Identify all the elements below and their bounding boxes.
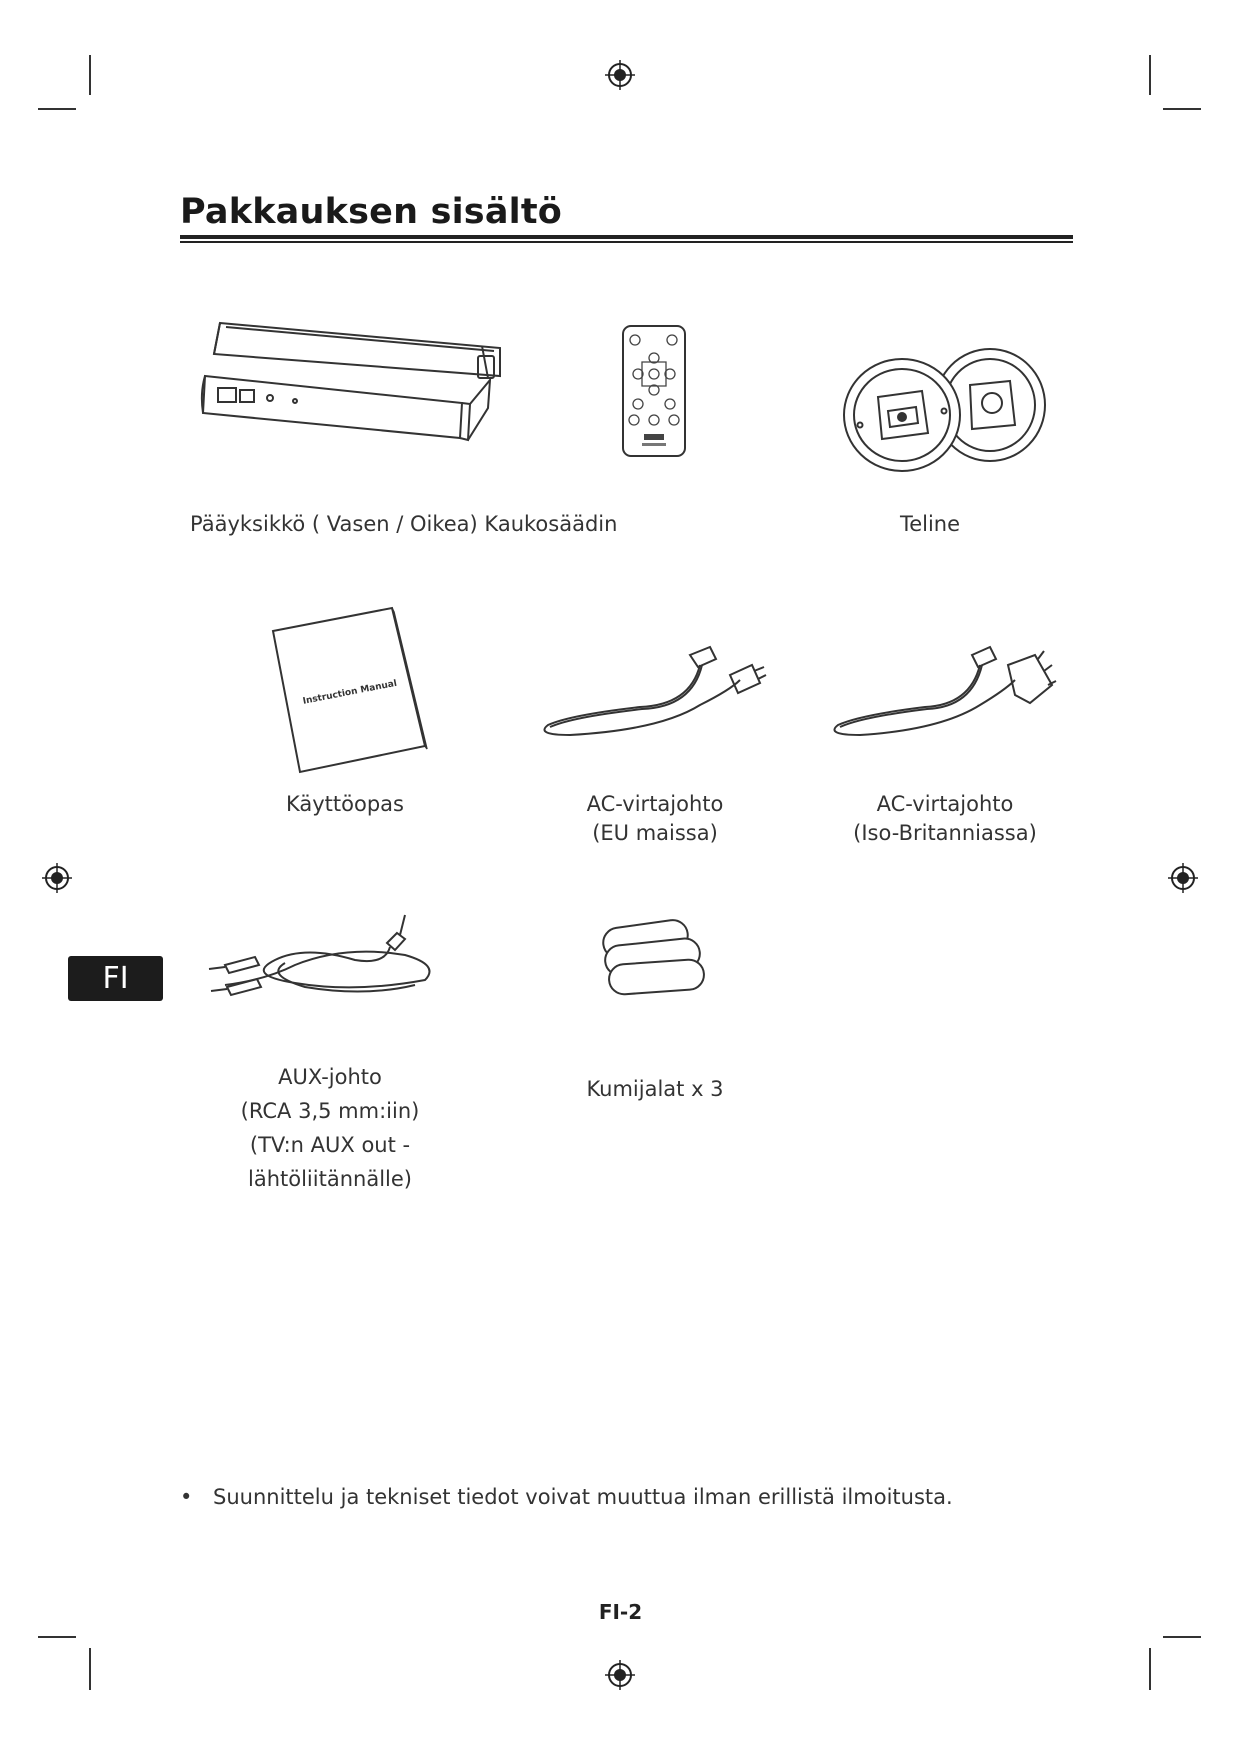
aux-cable-illustration [205,905,435,1010]
page-number: FI-2 [598,1600,643,1624]
crop-mark-icon [1149,1648,1151,1690]
title-rule [180,235,1073,239]
caption-ac-uk-line2: (Iso-Britanniassa) [853,821,1037,845]
ac-cord-eu-illustration [540,645,765,740]
caption-manual: Käyttöopas [285,792,404,816]
crop-mark-icon [1149,55,1151,95]
crop-mark-icon [1163,108,1201,110]
caption-ac-uk [840,790,1050,848]
page-title: Pakkauksen sisältö [180,192,563,232]
caption-aux-line3: (TV:n AUX out - [249,1133,411,1157]
registration-mark-icon [1168,863,1198,893]
caption-rubber-feet: Kumijalat x 3 [586,1077,724,1101]
note-text: Suunnittelu ja tekniset tiedot voivat muuttua ilman erillistä ilmoitusta. [213,1485,953,1509]
crop-mark-icon [38,108,76,110]
stand-illustration [840,345,1050,475]
caption-ac-uk-line1: AC-virtajohto [876,792,1014,816]
crop-mark-icon [89,55,91,95]
caption-aux-line1: AUX-johto [278,1065,382,1089]
caption-ac-eu [560,790,750,848]
registration-mark-icon [605,1660,635,1690]
title-rule-thin [180,241,1073,243]
language-tab: FI [68,956,163,1001]
caption-aux-line2: (RCA 3,5 mm:iin) [240,1099,420,1123]
crop-mark-icon [89,1648,91,1690]
caption-ac-eu-line1: AC-virtajohto [586,792,724,816]
caption-ac-eu-line2: (EU maissa) [592,821,718,845]
crop-mark-icon [38,1636,76,1638]
registration-mark-icon [605,60,635,90]
ac-cord-uk-illustration [830,645,1055,740]
rubber-feet-illustration [595,920,710,1005]
crop-mark-icon [1163,1636,1201,1638]
caption-main-unit-remote: Pääyksikkö ( Vasen / Oikea) Kaukosäädin [190,512,618,536]
manual-cover-text: Instruction Manual [302,678,398,707]
bullet: • [180,1485,193,1509]
caption-stand: Teline [899,512,961,536]
soundbar-illustration [200,318,510,458]
caption-aux [200,1060,460,1196]
remote-illustration [620,324,690,460]
specification-note [180,1485,953,1509]
caption-aux-line4: lähtöliitännälle) [248,1167,412,1191]
registration-mark-icon [42,863,72,893]
